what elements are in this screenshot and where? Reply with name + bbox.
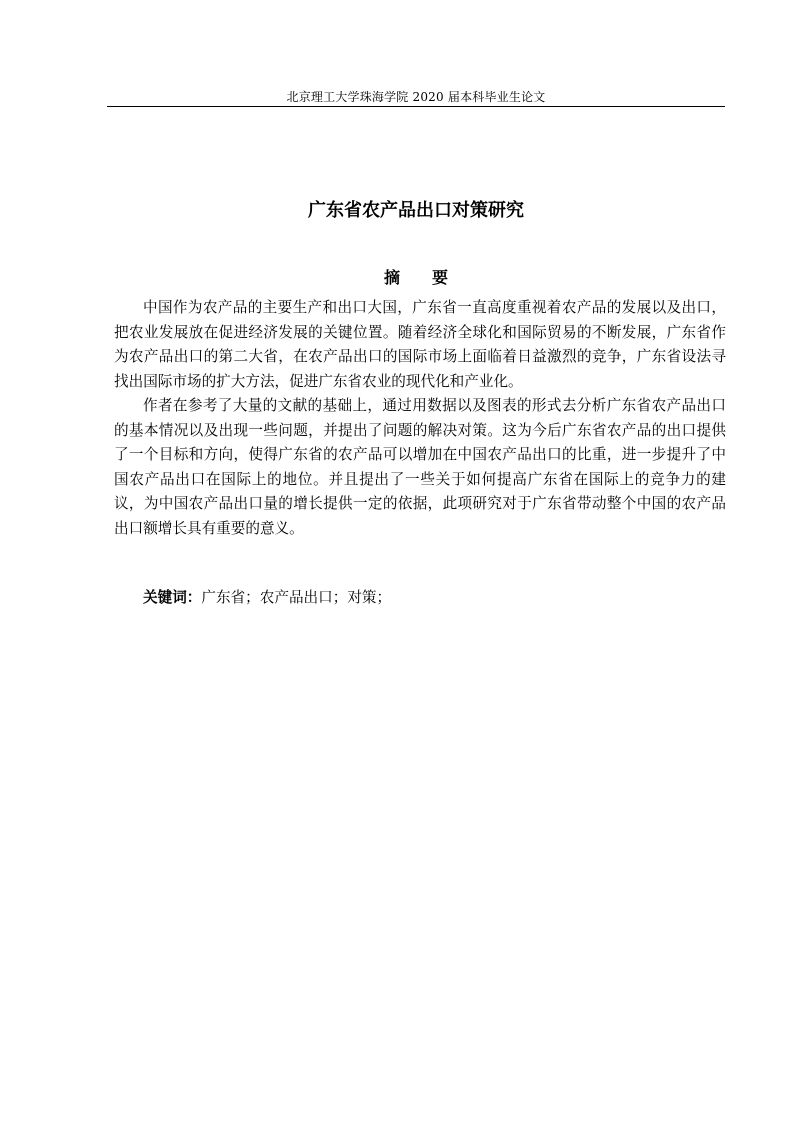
abstract-heading-char-2: 要 — [432, 268, 449, 287]
abstract-heading-char-1: 摘 — [383, 268, 400, 287]
abstract-paragraph-1: 中国作为农产品的主要生产和出口大国，广东省一直高度重视着农产品的发展以及出口，把农业发展放在促进经济发展的关键位置。随着经济全球化和国际贸易的不断发展，广东省作为农产品出口的第二大省，在农产品出口的国际市场上面临着日益激烈的竞争，广东省设法寻找出国际市场的扩大方法，促进广东省农业的现代化和产业化。 — [114, 299, 726, 390]
thesis-title: 广东省农产品出口对策研究 — [308, 200, 524, 221]
abstract-heading — [107, 266, 725, 290]
abstract-paragraph-2: 作者在参考了大量的文献的基础上，通过用数据以及图表的形式去分析广东省农产品出口的基本情况以及出现一些问题，并提出了问题的解决对策。这为今后广东省农产品的出口提供了一个目标和方向，使得广东省的农产品可以增加在中国农产品出口的比重，进一步提升了中国农产品出口在国际上的地位。并且提出了一些关于如何提高广东省在国际上的竞争力的建议，为中国农产品出口量的增长提供一定的依据，此项研究对于广东省带动整个中国的农产品出口额增长具有重要的意义。 — [114, 397, 726, 537]
abstract-body — [114, 296, 726, 541]
header-rule — [107, 106, 725, 107]
keywords-value: 广东省；农产品出口；对策； — [201, 589, 392, 606]
keywords-label: 关键词： — [143, 589, 202, 606]
running-header: 北京理工大学珠海学院 2020 届本科毕业生论文 — [286, 90, 546, 104]
keywords-line — [143, 586, 726, 610]
